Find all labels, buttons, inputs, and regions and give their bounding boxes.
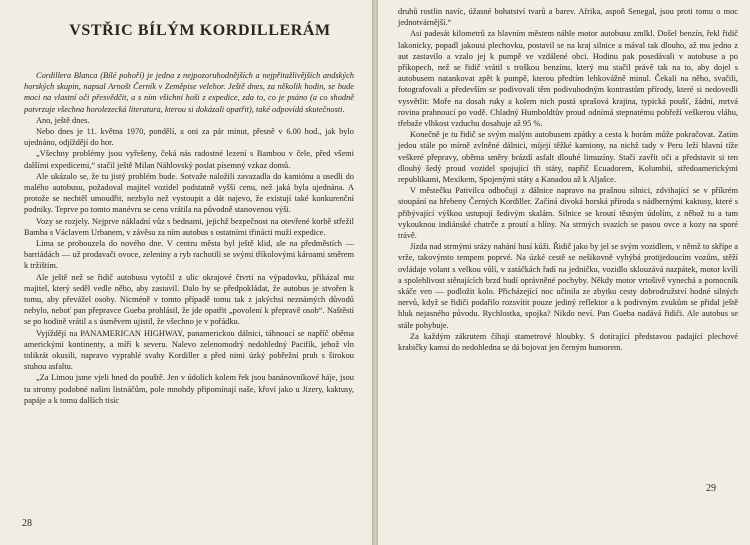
- paragraph: Ale ukázalo se, že tu jistý problém bude. Sotvaže naložili zavazadla do kamiónu a usedli do malého autobusu, požadoval majitel vozidel podstatně vyšší cenu, než jaká byla ujednána. A protože se nechtěl umoudřit, nezbylo než vystoupit a dát najevo, že existují také konkurenční podniky. Teprve po tomto manévru se cena vrátila na původně stanovenou výši.: [24, 171, 354, 215]
- paragraph: „Za Limou jsme vjeli hned do pouště. Jen v údolích kolem řek jsou banánovníkové háje, jsou tu stromy podobné našim listnáčům, pole mnohdy připomínají naše, křoví jako u Jizery, kaktusy, papáje a k tomu dalších tisíc: [24, 373, 354, 405]
- paragraph: Ano, ještě dnes.: [36, 115, 90, 125]
- intro-paragraph: Cordillera Blanca (Bílé pohoří) je jedna z nejpozoruhodnějších a nejpřitažlivějších andských horských skupin, napsal Arnošt Černík v Zeměpise velehor. Ještě dnes, za několik hodin, se bude moci na vlastní oči přesvědčit, a s ním všichni hoši z expedice, zda to, co je psáno (a co shodně potvrzuje všechna horolezecká literatura, kterou si dokázali opatřit), také odpovídá skutečnosti.: [24, 71, 354, 114]
- chapter-title: VSTŘIC BÍLÝM KORDILLERÁM: [69, 22, 331, 39]
- page-number-left: 28: [22, 518, 32, 529]
- right-page: [378, 0, 750, 545]
- paragraph: Za každým zákrutem číhají stametrové hloubky. S dotírající představou padající plechové krabičky kamsi do nedohledna se dá bojovat jen černým humorem.: [398, 331, 738, 353]
- paragraph: druhů rostlin navíc, úžasné bohatství tvarů a barev. Afrika, aspoň Senegal, jsou proti tomu o moc jednotvárnější.“: [398, 7, 738, 28]
- paragraph: Vozy se rozjely. Nejprve nákladní vůz s bednami, jejichž bezpečnost na otevřené korbě střežil Bamba s Václavem Urbanem, v závěsu za ním autobus s ostatními třinácti muži expedice.: [24, 216, 354, 237]
- paragraph: Nebo dnes je 11. května 1970, pondělí, a oni za pár minut, přesně v 6.00 hod., jak bylo ujednáno, odjíždějí do hor.: [24, 127, 354, 148]
- page-number-right: 29: [706, 483, 716, 494]
- paragraph: Vyjíždějí na PANAMERICAN HIGHWAY, panamerickou dálnici, táhnoucí se napříč oběma americkými kontinenty, a míří k severu. Nalevo zelenomodrý nedohledný Pacifik, jehož vln tolikrát okusili, napravo vyprahlé svahy Kordiller a před nimi úzký pobřežní pruh s širokou stuhou asfaltu.: [24, 328, 354, 372]
- paragraph: Ale ještě než se řidič autobusu vytočil z ulic okrajové čtvrti na výpadovku, přikázal mu majitel, který seděl vedle něho, aby zastavil. Dalo by se předpokládat, že autobus je stvořen k tomu, aby převážel osoby. Nicméně v tomto případě tomu tak z jakýchsi neznámých důvodů nebylo, neboť pan přepravce Gueba prohlásil, že jde opatřit „povolení k přepravě osob“. Naštěstí se po hodině vrátil a s úsměvem ujistil, že všechno je v pořádku.: [24, 272, 354, 327]
- paragraph: Asi padesát kilometrů za hlavním městem náhle motor autobusu zmlkl. Došel benzín, řekl řidič lakonicky, popadl jakousi plechovku, postavil se na kraj silnice a mával tak dlouho, až mu jedno z aut zastavilo a vzalo jej k pumpě ve vzdálené obci. Hodinu pak posedávali v autobuse a po příkopech, než se řidič vrátil s troškou benzínu, který mu stačil právě tak na to, aby dojel s autobusem natankovat zpět k pumpě, kterou předtím lehkovážně minul. Čekali na něho, svačili, fotografovali a především se podivovali těm podivuhodným kontrastům přírody, které si nedovedli vysvětlit: Moře na dosah ruky a kolem nich pustá sprašová krajina, typická poušť, žádní, mrtvá rovina prahnoucí po vodě. Chladný Humboldtův proud odnímá stepnatému pobřeží veškerou vláhu, třebaže vlhkost vzduchu dosahuje až 95 %.: [398, 29, 738, 129]
- left-page-text: [24, 70, 354, 406]
- right-page-text: [398, 6, 738, 353]
- paragraph: V městečku Pativilca odbočují z dálnice napravo na prašnou silnici, zdvihající se v příkrém stoupání na hřebeny Černých Kordiller. Začíná divoká horská příroda s nádhernými kaktusy, které s přibývající výškou ustupují šedivým skalám. Silnice se kroutí těsným údolím, z něhož tu a tam vykouknou indiánské chatrče z proutí a hlíny. Na strmých svazích se pasou ovce a kozy na sporé trávě.: [398, 186, 738, 241]
- left-page: [0, 0, 372, 545]
- paragraph: Lima se probouzela do nového dne. V centru města byl ještě klid, ale na předměstích — barriádách — už prodavači ovoce, zeleniny a ryb rachotili se svými tříkolovými károami směrem k tržištím.: [24, 239, 354, 271]
- paragraph: Jízda nad strmými srázy nahání husí kůži. Řidič jako by jel se svým vozidlem, v němž to skřípe a vrže, takovýmto tempem poprvé. Na úzké cestě se nešikovně vyhýbá protijedoucím vozům, stěží ovládaje volant s velkou vůlí, v zatáčkách řadí na jedničku, vozidlo sklouzává nazpátek, motor kvílí a spolehlivost stěnajících brzd budí oprávněné pochyby. Někdy motor vrtošivě vynechá a pomocník skáče ven — podložit kolo. Přicházející noc učinila ze zbytku cesty dobrodružství hodné silných nervů, když se řidiči podařilo rozsvítit pouze jediný reflektor a k podivným zvukům se přidal ještě hluk nejasného původu. Rychlostka, spojka? Nikdo neví. Pan Gueba nadává řidiči. Ale autobus se stále pohybuje.: [398, 242, 738, 330]
- paragraph: Konečně je tu řidič se svým malým autobusem zpátky a cesta k horám může pokračovat. Zatím jedou stále po mírně zvlněné dálnici, míjejí těžké kamiony, na nichž tady v Peru leží hlavní tíže veškeré přepravy, oběma směry brázdí asfalt dlouhé limuzíny. Stačí zavřít oči a představit si ten dlouhý šedý proud vozidel spojující tři státy, napříč Ecuadorem, Kolumbií, středoamerickými republikami, Mexikem, Spojenými státy a Kanadou až k Aljašce.: [398, 130, 738, 185]
- paragraph: „Všechny problémy jsou vyřešeny, čeká nás radostné lezení s Bambou v čele, před všemi dalšími expedicemi,“ stačil ještě Milan Náhlovský poslat písemný vzkaz domů.: [24, 149, 354, 170]
